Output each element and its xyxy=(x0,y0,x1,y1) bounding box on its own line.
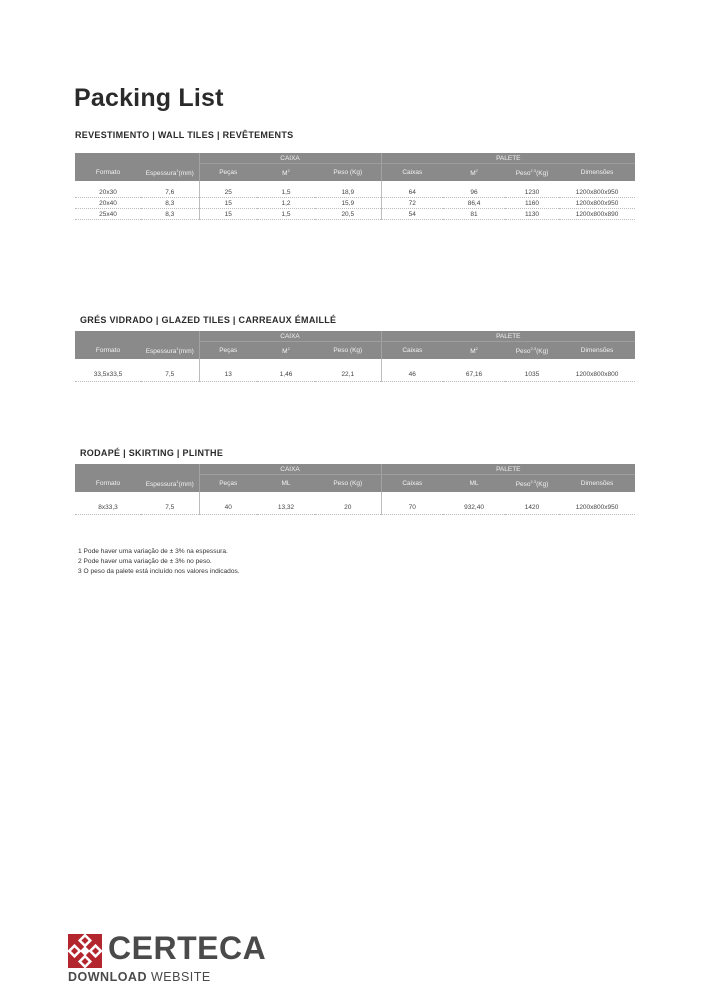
col-peso-caixa: Peso (Kg) xyxy=(315,164,381,182)
col-ml-caixa: ML xyxy=(257,475,315,493)
col-dimensoes: Dimensões xyxy=(559,342,635,360)
group-palete: PALETE xyxy=(381,153,635,164)
col-caixas: Caixas xyxy=(381,342,443,360)
section-heading-glazed-tiles: GRÉS VIDRADO | GLAZED TILES | CARREAUX ÉMAILLÉ xyxy=(80,315,337,325)
col-caixas: Caixas xyxy=(381,164,443,182)
footnote-3: 3 O peso da palete está incluído nos valores indicados. xyxy=(78,568,240,575)
footnote-2: 2 Pode haver uma variação de ± 3% no peso. xyxy=(78,558,212,565)
website-link[interactable]: WEBSITE xyxy=(150,970,211,984)
table-row: 20x40 8,3 15 1,2 15,9 72 86,4 1160 1200x800x950 xyxy=(75,198,635,209)
section-heading-wall-tiles: REVESTIMENTO | WALL TILES | REVÊTEMENTS xyxy=(75,130,294,140)
table-row: 25x40 8,3 15 1,5 20,5 54 81 1130 1200x800x890 xyxy=(75,209,635,220)
footnote-1: 1 Pode haver uma variação de ± 3% na espessura. xyxy=(78,548,228,555)
col-caixas: Caixas xyxy=(381,475,443,493)
logo-subtitle[interactable] xyxy=(68,970,211,984)
packing-table-glazed-tiles xyxy=(75,331,635,382)
group-palete: PALETE xyxy=(381,331,635,342)
col-peso-caixa: Peso (Kg) xyxy=(315,342,381,360)
packing-table-wall-tiles xyxy=(75,153,635,220)
col-espessura: Espessura$^1$(mm) xyxy=(141,342,199,360)
packing-table-skirting xyxy=(75,464,635,515)
certeca-mark-icon xyxy=(68,934,102,968)
group-palete: PALETE xyxy=(381,464,635,475)
col-ml-palete: ML xyxy=(443,475,505,493)
section-heading-skirting: RODAPÉ | SKIRTING | PLINTHE xyxy=(80,448,224,458)
col-peso-caixa: Peso (Kg) xyxy=(315,475,381,493)
col-m2-caixa: $M^2$ xyxy=(257,342,315,360)
table-row: 33,5x33,5 7,5 13 1,46 22,1 46 67,16 1035 1200x800x800 xyxy=(75,368,635,382)
table-row: 8x33,3 7,5 40 13,32 20 70 932,40 1420 1200x800x950 xyxy=(75,501,635,515)
download-link[interactable]: DOWNLOAD xyxy=(68,970,147,984)
col-dimensoes: Dimensões xyxy=(559,164,635,182)
logo-wordmark: CERTECA xyxy=(108,930,267,966)
group-caixa: CAIXA xyxy=(199,331,381,342)
group-caixa: CAIXA xyxy=(199,153,381,164)
col-dimensoes: Dimensões xyxy=(559,475,635,493)
table-row: 20x30 7,6 25 1,5 18,9 64 96 1230 1200x800x950 xyxy=(75,187,635,198)
col-m2-caixa: $M^2$ xyxy=(257,164,315,182)
col-m2-palete: $M^2$ xyxy=(443,164,505,182)
col-m2-palete: $M^2$ xyxy=(443,342,505,360)
col-espessura: Espessura$^1$(mm) xyxy=(141,164,199,182)
col-formato: Formato xyxy=(75,164,141,182)
col-formato: Formato xyxy=(75,475,141,493)
page-title: Packing List xyxy=(74,84,224,112)
footnotes xyxy=(78,547,240,577)
col-espessura: Espessura$^1$(mm) xyxy=(141,475,199,493)
group-caixa: CAIXA xyxy=(199,464,381,475)
col-peso-palete: Peso$^{2,3}$(Kg) xyxy=(505,342,559,360)
col-pecas: Peças xyxy=(199,475,257,493)
col-pecas: Peças xyxy=(199,342,257,360)
col-pecas: Peças xyxy=(199,164,257,182)
col-formato: Formato xyxy=(75,342,141,360)
col-peso-palete: Peso$^{2,3}$(Kg) xyxy=(505,164,559,182)
col-peso-palete: Peso$^{2,3}$(Kg) xyxy=(505,475,559,493)
